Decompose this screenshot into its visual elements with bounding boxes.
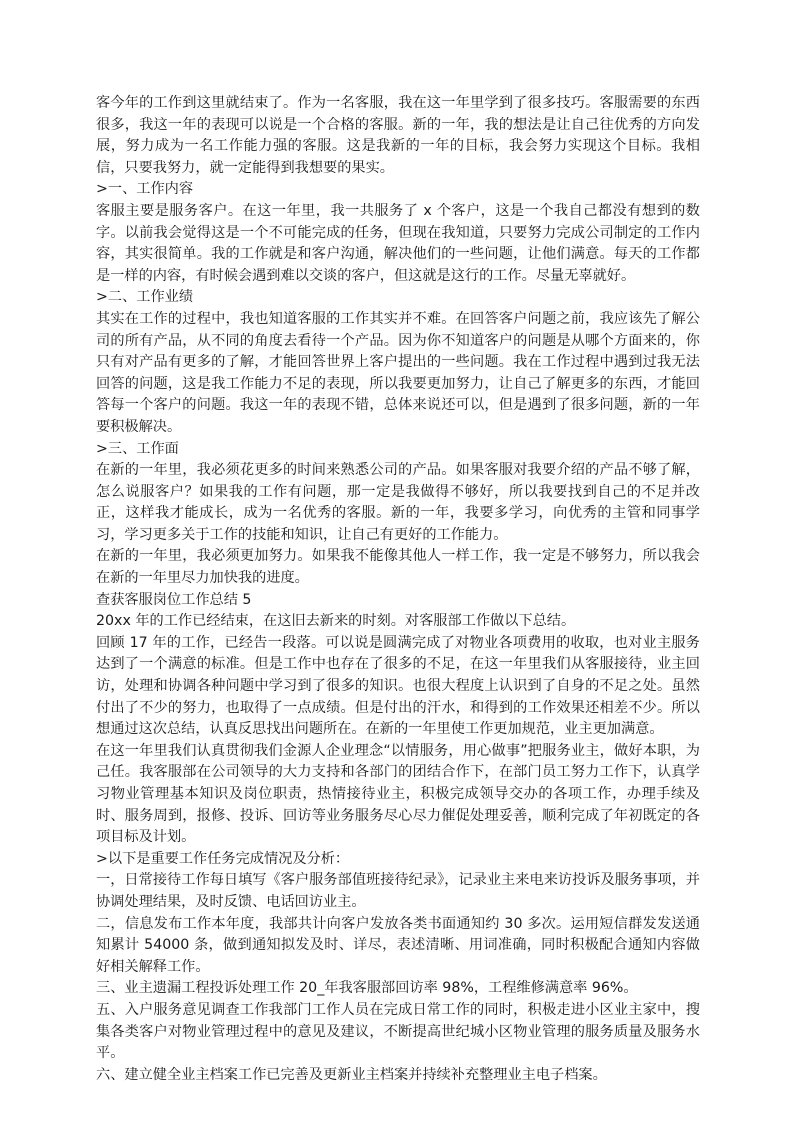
work-content-paragraph: 客服主要是服务客户。在这一年里，我一共服务了 x 个客户，这是一个我自己都没有想到的数字。以前我会觉得这是一个不可能完成的任务，但现在我知道，只要努力完成公司制定的工作内容，其实很简单。我的工作就是和客户沟通，解决他们的一些问题，让他们满意。每天的工作都是一样的内容，有时候会遇到难以交谈的客户，但这就是这行的工作。尽量无辜就好。: [96, 202, 700, 284]
task-item-reception: 一，日常接待工作每日填写《客户服务部值班接待纪录》，记录业主来电来访投诉及服务事项，并协调处理结果，及时反馈、电话回访业主。: [96, 872, 700, 910]
tasks-intro: >以下是重要工作任务完成情况及分析：: [96, 850, 350, 867]
effort-paragraph: 在新的一年里，我必须更加努力。如果我不能像其他人一样工作，我一定是不够努力，所以我会在新的一年里尽力加快我的进度。: [96, 548, 700, 587]
section-heading-work-content: >一、工作内容: [96, 181, 194, 198]
performance-paragraph: 其实在工作的过程中，我也知道客服的工作其实并不难。在回答客户问题之前，我应该先了解公司的所有产品，从不同的角度去看待一个产品。因为你不知道客户的问题是从哪个方面来的，你只有对产品有更多的了解，才能回答世界上客户提出的一些问题。我在工作过程中遇到过我无法回答的问题，这是我工作能力不足的表现，所以我要更加努力，让自己了解更多的东西，才能回答每一个客户的问题。我这一年的表现不错，总体来说还可以，但是遇到了很多问题，新的一年要积极解决。: [96, 310, 700, 435]
document-page: [96, 93, 700, 1086]
section-heading-performance: >二、工作业绩: [96, 289, 194, 306]
philosophy-paragraph: 在这一年里我们认真贯彻我们金源人企业理念“以情服务，用心做事”把服务业主，做好本职，为己任。我客服部在公司领导的大力支持和各部门的团结合作下，在部门员工努力工作下，认真学习物业管理基本知识及岗位职责，热情接待业主，积极完成领导交办的各项工作，办理手续及时、服务周到，报修、投诉、回访等业务服务尽心尽力催促处理妥善，顺利完成了年初既定的各项目标及计划。: [96, 742, 700, 846]
review-paragraph: 回顾 17 年的工作，已经告一段落。可以说是圆满完成了对物业各项费用的收取，也对业主服务达到了一个满意的标准。但是工作中也存在了很多的不足，在这一年里我们从客服接待，业主回访，处理和协调各种问题中学习到了很多的知识。也很大程度上认识到了自身的不足之处。虽然付出了不少的努力，也取得了一点成绩。但是付出的汗水，和得到的工作效果还相差不少。所以想通过这次总结，认真反思找出问题所在。在新的一年里使工作更加规范，业主更加满意。: [96, 634, 700, 738]
summary-title: 查获客服岗位工作总结 5: [96, 591, 252, 608]
section-heading-work-aspects: >三、工作面: [96, 440, 179, 457]
task-item-survey: 五、入户服务意见调查工作我部门工作人员在完成日常工作的同时，积极走进小区业主家中，搜集各类客户对物业管理过程中的意见及建议，不断提高世纪城小区物业管理的服务质量及服务水平。: [96, 1001, 700, 1062]
intro-paragraph: 客今年的工作到这里就结束了。作为一名客服，我在这一年里学到了很多技巧。客服需要的东西很多，我这一年的表现可以说是一个合格的客服。新的一年，我的想法是让自己往优秀的方向发展，努力成为一名工作能力强的客服。这是我新的一年的目标，我会努力实现这个目标。我相信，只要我努力，就一定能得到我想要的果实。: [96, 95, 700, 176]
task-item-archives: 六、建立健全业主档案工作已完善及更新业主档案并持续补充整理业主电子档案。: [96, 1066, 607, 1083]
year-end-paragraph: 20xx 年的工作已经结束，在这旧去新来的时刻。对客服部工作做以下总结。: [96, 613, 576, 630]
work-aspects-paragraph: 在新的一年里，我必须花更多的时间来熟悉公司的产品。如果客服对我要介绍的产品不够了解，怎么说服客户？如果我的工作有问题，那一定是我做得不够好，所以我要找到自己的不足并改正，这样我才能成长，成为一名优秀的客服。新的一年，我要多学习，向优秀的主管和同事学习，学习更多关于工作的技能和知识，让自己有更好的工作能力。: [96, 462, 700, 543]
task-item-notices: 二，信息发布工作本年度，我部共计向客户发放各类书面通知约 30 多次。运用短信群发发送通知累计 54000 条，做到通知拟发及时、详尽，表述清晰、用词准确，同时积极配合通知内容做好相关解释工作。: [96, 915, 700, 975]
task-item-complaints: 三、业主遗漏工程投诉处理工作 20_年我客服部回访率 98%，工程维修满意率 96%。: [96, 980, 638, 997]
